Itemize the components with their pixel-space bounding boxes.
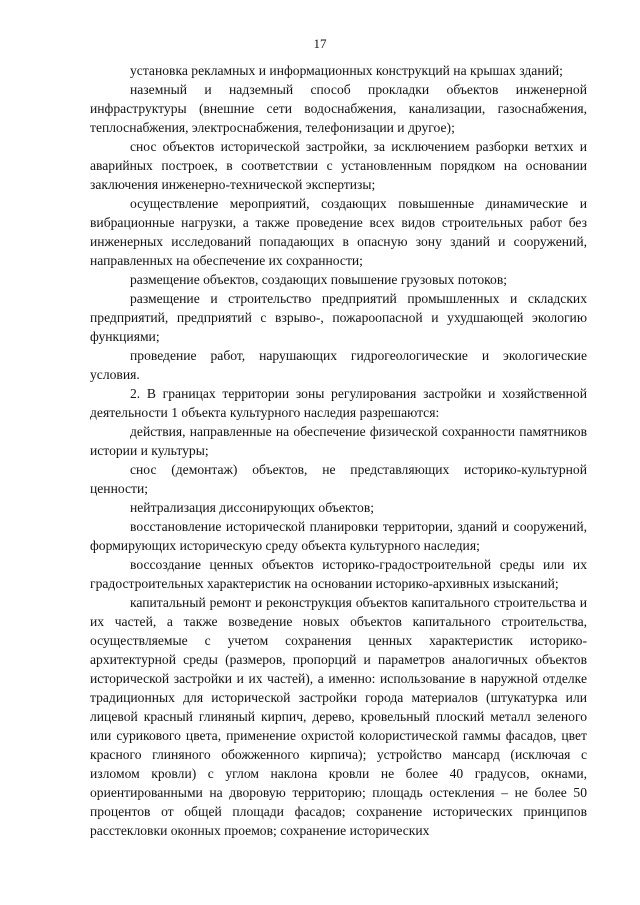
- paragraph-physical-preservation: действия, направленные на обеспечение физической сохранности памятников истории и культуры;: [90, 424, 587, 458]
- paragraph-hydrogeological-works: проведение работ, нарушающих гидрогеологические и экологические условия.: [90, 348, 587, 382]
- paragraph-capital-repair: капитальный ремонт и реконструкция объектов капитального строительства и их частей, а также возведение новых объектов капитального строительства, осуществляемые с учетом сохранения ценных характеристик историко-архитектурной среды (размеров, пропорций и параметров аналогичных объектов исторической застройки и их частей), а именно: использование в наружной отделке традиционных для исторической застройки города материалов (штукатурка или лицевой красный глиняный кирпич, дерево, кровельный плоский металл зеленого или сурикового цвета, применение охристой колористической гаммы фасадов, цвет красного глиняного обожженного кирпича); устройство мансард (исключая с изломом кровли) с углом наклона кровли не более 40 градусов, окнами, ориентированными на дворовую территорию; площадь остекления – не более 50 процентов от общей площади фасадов; сохранение исторических принципов расстекловки оконных проемов; сохранение исторических: [90, 595, 587, 838]
- paragraph-historic-planning: восстановление исторической планировки территории, зданий и сооружений, формирующих историческую среду объекта культурного наследия;: [90, 519, 587, 553]
- paragraph-industrial-enterprises: размещение и строительство предприятий промышленных и складских предприятий, предприятий с взрыво-, пожароопасной и ухудшающей экологию функциями;: [90, 291, 587, 344]
- page-number: 17: [313, 36, 327, 51]
- paragraph-demolition-non-valuable: снос (демонтаж) объектов, не представляющих историко-культурной ценности;: [90, 462, 587, 496]
- paragraph-recreation-valuable-objects: воссоздание ценных объектов историко-градостроительной среды или их градостроительных характеристик на основании историко-архивных изысканий;: [90, 557, 587, 591]
- paragraph-demolition-historic: снос объектов исторической застройки, за исключением разборки ветхих и аварийных построек, в соответствии с установленным порядком на основании заключения инженерно-технической экспертизы;: [90, 139, 587, 192]
- paragraph-dissonant-objects: нейтрализация диссонирующих объектов;: [130, 500, 375, 515]
- paragraph-rooftop-advertising: установка рекламных и информационных конструкций на крышах зданий;: [130, 63, 563, 78]
- paragraph-engineering-infrastructure: наземный и надземный способ прокладки объектов инженерной инфраструктуры (внешние сети водоснабжения, канализации, газоснабжения, теплоснабжения, электроснабжения, телефонизации и другое);: [90, 82, 587, 135]
- document-body: [90, 61, 587, 840]
- paragraph-dynamic-loads: осуществление мероприятий, создающих повышенные динамические и вибрационные нагрузки, а также проведение всех видов строительных работ без инженерных исследований попадающих в опасную зону зданий и сооружений, направленных на обеспечение их сохранности;: [90, 196, 587, 268]
- paragraph-freight-flows: размещение объектов, создающих повышение грузовых потоков;: [130, 272, 508, 287]
- paragraph-section-2-heading: 2. В границах территории зоны регулирования застройки и хозяйственной деятельности 1 объекта культурного наследия разрешаются:: [90, 386, 587, 420]
